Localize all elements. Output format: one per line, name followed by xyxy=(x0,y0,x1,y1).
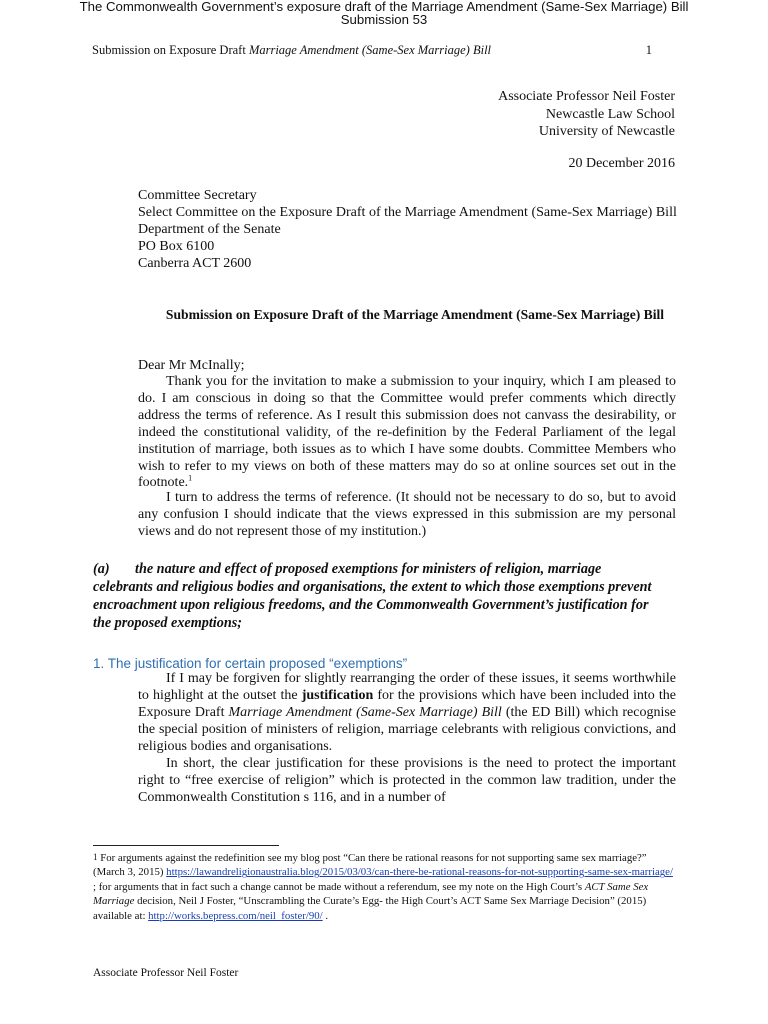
footnote-text-1: For arguments against the redefinition see my blog post “Can there be rational reasons for not supporting same sex marriage?” (March 3, 2015) xyxy=(93,852,647,879)
document-banner xyxy=(0,0,768,26)
paragraph-justification-bill-title: Marriage Amendment (Same-Sex Marriage) Bill xyxy=(228,704,502,720)
banner-submission-number: Submission 53 xyxy=(340,12,428,27)
paragraph-justification xyxy=(138,671,676,756)
sender-school: Newcastle Law School xyxy=(545,106,675,122)
letter-date: 20 December 2016 xyxy=(568,156,675,171)
section-a-label: (a) xyxy=(93,561,110,577)
footnote-text-4: . xyxy=(322,909,329,922)
footnote-reference[interactable]: 1 xyxy=(188,473,193,483)
section-a-heading xyxy=(93,560,653,632)
bepress-link[interactable]: http://works.bepress.com/neil_foster/90/ xyxy=(148,909,323,922)
paragraph-justification-bold: justification xyxy=(301,687,374,703)
recipient-line-4: PO Box 6100 xyxy=(138,238,215,254)
page-footer: Associate Professor Neil Foster xyxy=(93,967,239,979)
footnote-text-3: decision, Neil J Foster, “Unscrambling the Curate’s Egg- the High Court’s ACT Same Sex Marriage Decision” (2015) available at: xyxy=(93,895,647,922)
paragraph-justification-text-3: (the ED Bill) which recognise the special position of ministers of religion, marriage celebrants with religious convictions, and religious bodies and organisations. xyxy=(138,704,677,754)
sender-name: Associate Professor Neil Foster xyxy=(498,89,675,104)
running-header-prefix: Submission on Exposure Draft xyxy=(92,43,249,57)
paragraph-justification-text-1: If I may be forgiven for slightly rearranging the order of these issues, it seems worthwhile to highlight at the outset the xyxy=(138,671,676,703)
paragraph-free-exercise: In short, the clear justification for these provisions is the need to protect the important right to “free exercise of religion” which is protected in the common law tradition, under the Commonwealth Constitution s 116, and in a number of xyxy=(138,756,676,805)
document-title: Submission on Exposure Draft of the Marriage Amendment (Same-Sex Marriage) Bill xyxy=(165,307,665,322)
running-header xyxy=(92,42,652,58)
paragraph-terms-of-reference: I turn to address the terms of reference. (It should not be necessary to do so, but to avoid any confusion I should indicate that the views expressed in this submission are my personal views and do not represent those of my institution.) xyxy=(138,490,676,539)
footnote-1 xyxy=(93,851,677,923)
blog-post-link[interactable]: https://lawandreligionaustralia.blog/2015/03/03/can-there-be-rational-reasons-for-not-supporting-same-sex-marriage/ xyxy=(166,866,673,879)
recipient-line-2: Select Committee on the Exposure Draft of the Marriage Amendment (Same-Sex Marriage) Bill xyxy=(138,204,677,220)
sender-block xyxy=(498,88,675,141)
salutation: Dear Mr McInally; xyxy=(138,358,245,373)
recipient-line-1: Committee Secretary xyxy=(138,188,257,203)
paragraph-invitation xyxy=(138,374,676,492)
banner-title: The Commonwealth Government’s exposure draft of the Marriage Amendment (Same-Sex Marriage) Bill xyxy=(79,0,689,14)
footnote-separator xyxy=(93,845,279,846)
footnote-text-2: ; for arguments that in fact such a change cannot be made without a referendum, see my note on the High Court’s xyxy=(93,880,585,893)
recipient-line-3: Department of the Senate xyxy=(138,221,281,237)
footnote-number: 1 xyxy=(93,852,98,862)
recipient-line-5: Canberra ACT 2600 xyxy=(138,255,252,271)
paragraph-invitation-text: Thank you for the invitation to make a submission to your inquiry, which I am pleased to do. I am conscious in doing so that the Committee would prefer comments which directly address the terms of reference. As I result this submission does not canvass the desirability, or indeed the constitutional validity, of the re-definition by the Federal Parliament of the legal institution of marriage, both issues as to which I have some doubts. Committee Members who wish to refer to my views on both of these matters may do so at online sources set out in the footnote. xyxy=(138,374,676,491)
running-header-bill-title: Marriage Amendment (Same-Sex Marriage) Bill xyxy=(248,43,492,57)
section-a-text: the nature and effect of proposed exemptions for ministers of religion, marriage celebrants and religious bodies and organisations, the extent to which those exemptions prevent encroachment upon religious freedoms, and the Commonwealth Government’s justification for the proposed exemptions; xyxy=(93,561,652,631)
sender-university: University of Newcastle xyxy=(538,124,675,139)
page-number: 1 xyxy=(645,43,652,57)
subheading-justification: 1. The justification for certain proposed “exemptions” xyxy=(93,656,408,671)
recipient-block xyxy=(138,188,678,273)
paragraph-justification-text-2: for the provisions which have been included into the Exposure Draft xyxy=(138,687,676,720)
footnote-case-name: ACT Same Sex Marriage xyxy=(93,880,649,908)
